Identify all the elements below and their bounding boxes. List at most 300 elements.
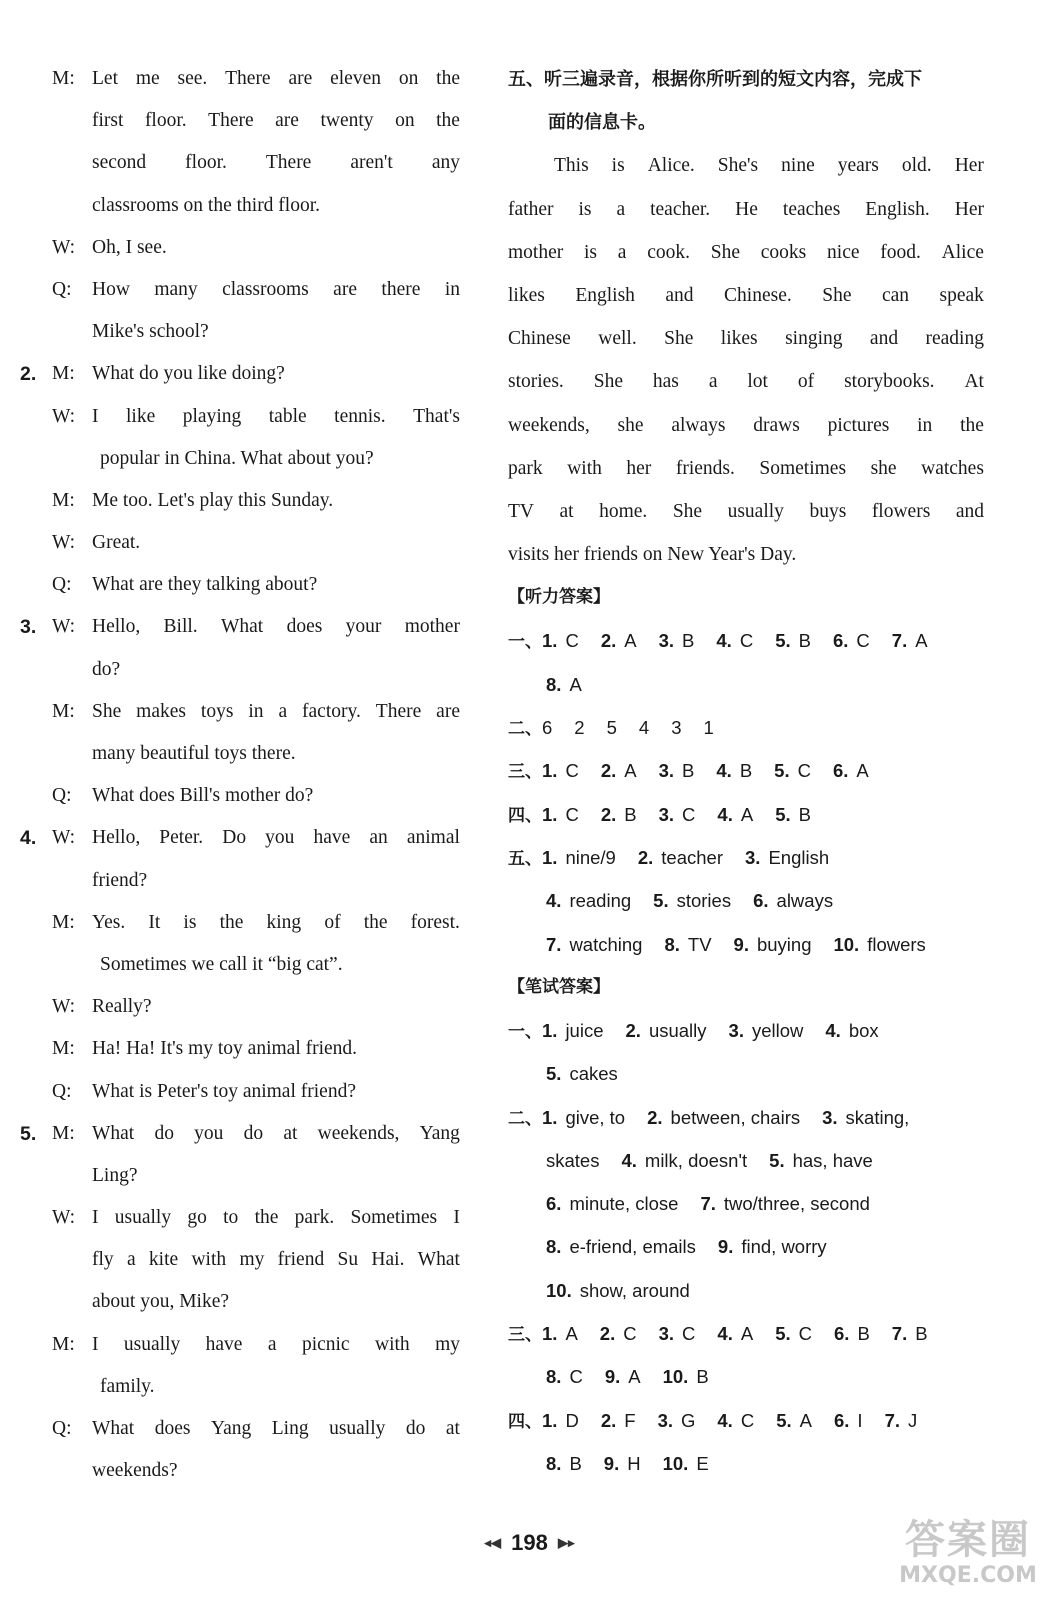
dialogue-text — [92, 1324, 460, 1366]
answer-value: B — [798, 630, 811, 652]
answer-number: 2. — [600, 1409, 617, 1431]
answer-value: C — [797, 760, 811, 782]
dialogue-text — [92, 142, 460, 184]
word: are — [275, 110, 299, 132]
dialogue-text: Oh, I see. — [92, 236, 167, 258]
answer-item — [542, 760, 579, 781]
word: English — [575, 284, 635, 306]
dialogue-text: friend? — [92, 869, 148, 891]
answer-number: 6. — [753, 890, 769, 912]
answer-item — [718, 1236, 827, 1257]
answer-item — [834, 1323, 870, 1344]
answer-number: 7. — [546, 933, 562, 955]
word: floor. — [144, 110, 187, 132]
word: park. — [294, 1207, 335, 1229]
answer-number: 10. — [833, 933, 860, 955]
answer-item — [885, 1410, 918, 1431]
dialogue-line — [20, 1113, 460, 1155]
word: It — [148, 911, 161, 933]
speaker-label: M: — [52, 911, 75, 933]
answer-value: A — [740, 1323, 754, 1345]
dialogue-text: classrooms on the third floor. — [92, 194, 321, 216]
passage-line — [508, 231, 984, 274]
word: storybooks. — [844, 371, 935, 393]
answer-item — [604, 1453, 641, 1474]
answer-number: 1. — [542, 1409, 558, 1431]
answer-number: 3. — [745, 846, 761, 868]
answer-number: 5. — [546, 1063, 562, 1085]
word: lot — [747, 371, 768, 393]
word: the — [436, 110, 460, 132]
dialogue-line — [20, 480, 460, 522]
word: has — [652, 371, 679, 393]
dialogue-text: about you, Mike? — [92, 1291, 230, 1313]
word: floor. — [185, 152, 227, 174]
answer-value: C — [739, 630, 754, 652]
speaker-label: Q: — [52, 574, 72, 596]
word: old. — [901, 155, 932, 177]
word: weekends, — [317, 1122, 400, 1144]
dialogue-line — [20, 606, 460, 648]
answer-row — [508, 879, 984, 922]
answer-item — [626, 1020, 707, 1041]
answer-item — [600, 1323, 637, 1344]
word: she — [870, 457, 897, 479]
answer-row — [508, 619, 984, 662]
word: She — [92, 700, 122, 722]
item-number: 4. — [20, 827, 37, 850]
word: there — [381, 278, 421, 300]
dialogue-line — [20, 944, 460, 986]
word: There — [265, 152, 312, 174]
word: nice — [827, 241, 860, 263]
answer-number: 8. — [546, 673, 562, 695]
word: have — [313, 827, 351, 849]
listening-answers — [508, 619, 984, 965]
answer-value: G — [681, 1409, 696, 1431]
word: my — [435, 1333, 460, 1355]
passage-line — [508, 188, 984, 231]
answer-item — [542, 804, 579, 825]
word: Her — [954, 198, 984, 220]
answer-number: 10. — [546, 1279, 572, 1301]
answer-number: 3. — [822, 1106, 838, 1128]
answer-row — [508, 1269, 984, 1312]
word: years — [837, 155, 879, 177]
word: table — [268, 405, 307, 427]
speaker-label: W: — [52, 1207, 76, 1229]
word: the — [254, 1207, 279, 1229]
answer-item — [729, 1020, 804, 1041]
word: Ling — [271, 1418, 309, 1439]
word: speak — [939, 284, 984, 306]
word: What — [92, 1418, 135, 1439]
dialogue-line — [20, 396, 460, 438]
word: and — [869, 328, 899, 350]
answer-value: nine/9 — [565, 846, 616, 868]
answer-number: 6. — [546, 1193, 562, 1215]
word: at — [445, 1418, 460, 1439]
word: always — [671, 414, 726, 436]
word: factory. — [302, 700, 361, 722]
word: Sometimes — [759, 457, 847, 479]
word: have — [205, 1333, 243, 1355]
passage-line — [508, 447, 984, 490]
word: well. — [598, 328, 637, 350]
answer-item — [892, 630, 928, 651]
dialogue-line — [20, 817, 460, 859]
dialogue-text — [92, 902, 460, 944]
answer-value: A — [628, 1366, 641, 1388]
word: flowers — [871, 500, 931, 522]
answer-item — [775, 804, 811, 825]
dialogue-text: What do you like doing? — [92, 363, 285, 385]
dialogue-line — [20, 100, 460, 142]
word: is — [183, 911, 197, 933]
word: home. — [599, 500, 648, 522]
next-arrows-icon: ▶▸ — [557, 1535, 575, 1550]
word: the — [219, 911, 244, 933]
watermark-logo — [893, 1516, 1043, 1594]
word: I — [92, 405, 99, 427]
word: does — [286, 616, 323, 638]
answer-value: B — [798, 803, 811, 825]
answer-number: 5. — [775, 1323, 791, 1345]
section-label: 一、 — [508, 1022, 542, 1042]
word: king — [266, 911, 302, 933]
item-number: 3. — [20, 616, 37, 639]
answer-number: 2. — [637, 846, 654, 868]
answer-value: A — [624, 760, 637, 782]
answer-value: skates — [546, 1149, 600, 1171]
word: Yes. — [92, 911, 126, 933]
word: fly — [92, 1249, 114, 1271]
answer-item — [546, 674, 582, 695]
dialogue-line — [20, 1071, 460, 1113]
answer-item — [659, 630, 695, 651]
answer-value: C — [682, 803, 696, 825]
speaker-label: M: — [52, 1038, 75, 1060]
section-label: 三、 — [508, 1325, 542, 1346]
section-label: 二、 — [508, 719, 542, 740]
answer-number: 5. — [769, 1149, 785, 1171]
answer-number: 1. — [542, 760, 558, 782]
word: English. — [865, 198, 930, 220]
speaker-label: Q: — [52, 785, 72, 807]
answer-item — [546, 1150, 599, 1171]
answer-item — [833, 934, 925, 955]
word: She — [710, 241, 740, 263]
answer-value: milk, doesn't — [644, 1149, 748, 1171]
word: in — [917, 414, 933, 436]
word: Alice. — [647, 155, 695, 177]
dialogue-line — [20, 269, 460, 311]
answer-item — [605, 1366, 641, 1387]
word: many — [154, 278, 198, 300]
watermark-text: 答案圈 — [905, 1517, 1031, 1563]
word: stories. — [508, 371, 564, 393]
answer-number: 3. — [658, 1323, 675, 1345]
dialogue-line — [20, 438, 460, 480]
answer-row — [508, 1355, 984, 1398]
answer-number: 3. — [657, 1409, 673, 1431]
word: can — [881, 284, 910, 306]
word: picnic — [301, 1333, 350, 1355]
answer-value: 4 — [638, 717, 650, 739]
answer-item — [833, 630, 870, 651]
answer-value: A — [856, 760, 869, 782]
word: There — [375, 700, 422, 722]
answer-value: A — [740, 803, 754, 825]
word: classrooms — [222, 278, 309, 300]
speaker-label: M: — [52, 1122, 75, 1144]
word: kite — [148, 1249, 179, 1271]
answer-number: 7. — [884, 1409, 900, 1431]
word: She's — [717, 155, 759, 177]
answer-item — [546, 934, 642, 955]
word: Yang — [210, 1418, 252, 1439]
answer-item — [546, 1063, 618, 1084]
speaker-label: W: — [52, 236, 76, 258]
dialogue-text: weekends? — [92, 1460, 178, 1482]
answer-value: B — [739, 760, 753, 782]
answer-row — [508, 836, 984, 879]
answer-value: TV — [687, 933, 712, 955]
answer-number: 3. — [658, 630, 675, 652]
word: I — [453, 1207, 460, 1229]
dialogue-text: family. — [100, 1375, 155, 1397]
answer-row — [508, 1442, 984, 1485]
answer-item — [601, 760, 637, 781]
speaker-label: M: — [52, 489, 75, 511]
answer-number: 2. — [600, 803, 617, 825]
answer-value: C — [623, 1323, 637, 1345]
left-column — [20, 58, 460, 1492]
answer-number: 2. — [625, 1020, 641, 1041]
word: animal — [406, 827, 460, 849]
answer-value: 1 — [703, 717, 714, 739]
dialogue-line — [20, 1281, 460, 1323]
dialogue-text: many beautiful toys there. — [92, 743, 296, 764]
section-label: 四、 — [508, 805, 542, 826]
answer-value: B — [915, 1323, 928, 1345]
answer-item — [775, 630, 811, 651]
word: she — [617, 414, 644, 436]
dialogue-text: What does Bill's mother do? — [92, 785, 314, 807]
word: Her — [954, 155, 984, 177]
answer-value: show, around — [579, 1279, 690, 1301]
word: Do — [222, 827, 247, 849]
word: is — [578, 198, 592, 220]
answer-row — [508, 1225, 984, 1268]
dialogue-line — [20, 1324, 460, 1366]
word: a — [708, 371, 718, 393]
word: likes — [720, 328, 758, 350]
word: cooks — [760, 241, 807, 263]
dialogue-text: What are they talking about? — [92, 574, 318, 596]
answer-value: 5 — [606, 717, 617, 739]
item-number: 2. — [20, 363, 37, 386]
word: weekends, — [508, 414, 590, 436]
word: of — [324, 911, 341, 933]
answer-number: 1. — [542, 630, 558, 652]
page-number: 198 — [511, 1530, 548, 1555]
answer-item — [717, 804, 753, 825]
answer-number: 8. — [546, 1366, 562, 1388]
section5-heading-line2: 面的信息卡。 — [548, 112, 656, 134]
answer-item — [663, 1453, 709, 1474]
answer-number: 4. — [717, 803, 733, 825]
written-answers — [508, 1009, 984, 1485]
answer-number: 6. — [834, 1323, 850, 1345]
answer-row — [508, 706, 984, 749]
answer-item — [647, 1107, 800, 1128]
speaker-label: W: — [52, 532, 76, 554]
answer-value: B — [682, 630, 695, 652]
answer-row — [508, 1139, 984, 1182]
word: tennis. — [334, 405, 386, 427]
dialogue-text — [92, 396, 460, 438]
answer-number: 1. — [542, 846, 558, 868]
word: are — [288, 68, 313, 89]
answer-number: 7. — [700, 1193, 716, 1215]
dialogue-text: do? — [92, 658, 121, 680]
word: Chinese — [508, 328, 571, 350]
answer-item — [658, 1410, 696, 1431]
dialogue-text — [92, 1197, 460, 1239]
dialogue-text: Really? — [92, 996, 152, 1018]
word: and — [955, 500, 984, 522]
answer-value: box — [848, 1020, 879, 1041]
answer-item — [542, 847, 616, 868]
answer-number: 4. — [621, 1149, 637, 1171]
word: second — [92, 152, 147, 174]
answer-item — [542, 630, 579, 651]
answer-value: between, chairs — [670, 1106, 801, 1128]
answer-number: 9. — [604, 1366, 621, 1388]
word: in — [444, 278, 460, 300]
word: are — [436, 700, 460, 722]
dialogue-line — [20, 311, 460, 353]
word: Hai. — [371, 1249, 405, 1271]
answer-number: 9. — [733, 933, 749, 955]
word: He — [735, 198, 758, 220]
answer-value: 6 — [542, 717, 553, 739]
speaker-label: Q: — [52, 278, 72, 300]
word: and — [665, 284, 694, 306]
answer-value: has, have — [792, 1149, 873, 1171]
answer-value: B — [624, 803, 637, 825]
dialogue-line — [20, 1155, 460, 1197]
section-label: 一、 — [508, 632, 542, 653]
word: What — [417, 1249, 460, 1271]
dialogue-text: What is Peter's toy animal friend? — [92, 1080, 356, 1102]
answer-item — [892, 1323, 928, 1344]
answer-value: flowers — [867, 933, 926, 955]
section5-passage — [508, 144, 984, 576]
word: mother — [508, 241, 564, 263]
word: my — [239, 1249, 265, 1271]
word: How — [92, 278, 130, 300]
answer-item — [664, 934, 711, 955]
answer-item — [546, 1366, 583, 1387]
answer-item — [607, 717, 617, 738]
dialogue-line — [20, 986, 460, 1028]
answer-value: reading — [569, 890, 632, 912]
answer-value: C — [856, 630, 870, 652]
answer-value: C — [565, 760, 579, 782]
word: singing — [785, 328, 843, 350]
answer-item — [703, 717, 713, 738]
dialogue-line — [20, 142, 460, 184]
word: to — [223, 1207, 239, 1229]
answer-item — [542, 717, 552, 738]
dialogue-text — [92, 606, 460, 648]
passage-line — [508, 274, 984, 317]
answer-number: 10. — [662, 1366, 689, 1388]
word: at — [559, 500, 574, 522]
word: usually — [114, 1207, 172, 1229]
answer-item — [834, 1410, 863, 1431]
answer-item — [601, 804, 637, 825]
answer-number: 8. — [546, 1452, 562, 1474]
section-label: 四、 — [508, 1411, 542, 1432]
answer-number: 4. — [546, 890, 562, 912]
word: you — [265, 827, 295, 849]
answer-value: e-friend, emails — [569, 1236, 696, 1258]
answer-value: J — [908, 1409, 918, 1431]
speaker-label: Q: — [52, 1418, 72, 1439]
answer-row — [508, 1096, 984, 1139]
answer-value: B — [569, 1452, 582, 1474]
dialogue-line — [20, 902, 460, 944]
dialogue-text — [92, 691, 460, 733]
answer-item — [546, 1193, 678, 1214]
word: usually — [727, 500, 784, 522]
answer-item — [542, 1107, 625, 1128]
dialogue-line — [20, 649, 460, 691]
word: of — [797, 371, 815, 393]
dialogue-line — [20, 185, 460, 227]
answer-number: 5. — [775, 803, 791, 825]
word: Let — [92, 68, 118, 89]
word: eleven — [330, 68, 381, 89]
word: buys — [809, 500, 847, 522]
answer-number: 1. — [542, 1106, 558, 1128]
answer-value: I — [857, 1409, 863, 1431]
word: her — [626, 457, 652, 479]
section-label: 五、 — [508, 848, 542, 869]
listening-answers-title: 【听力答案】 — [508, 587, 610, 608]
answer-row — [508, 1312, 984, 1355]
word: on — [395, 110, 415, 132]
dialogue-text: Sometimes we call it “big cat”. — [100, 953, 343, 975]
word: This — [554, 155, 589, 177]
word: food. — [880, 241, 921, 263]
answer-value: C — [682, 1323, 696, 1345]
answer-number: 7. — [891, 630, 908, 652]
speaker-label: W: — [52, 405, 76, 427]
answer-number: 4. — [716, 760, 732, 782]
answer-value: watching — [569, 933, 643, 955]
dialogue-text — [92, 58, 460, 100]
dialogue-text — [92, 817, 460, 859]
answer-value: 3 — [671, 717, 682, 739]
answer-value: buying — [756, 933, 812, 955]
passage-line — [508, 317, 984, 360]
answer-value: A — [799, 1409, 812, 1431]
answer-row — [508, 1009, 984, 1052]
